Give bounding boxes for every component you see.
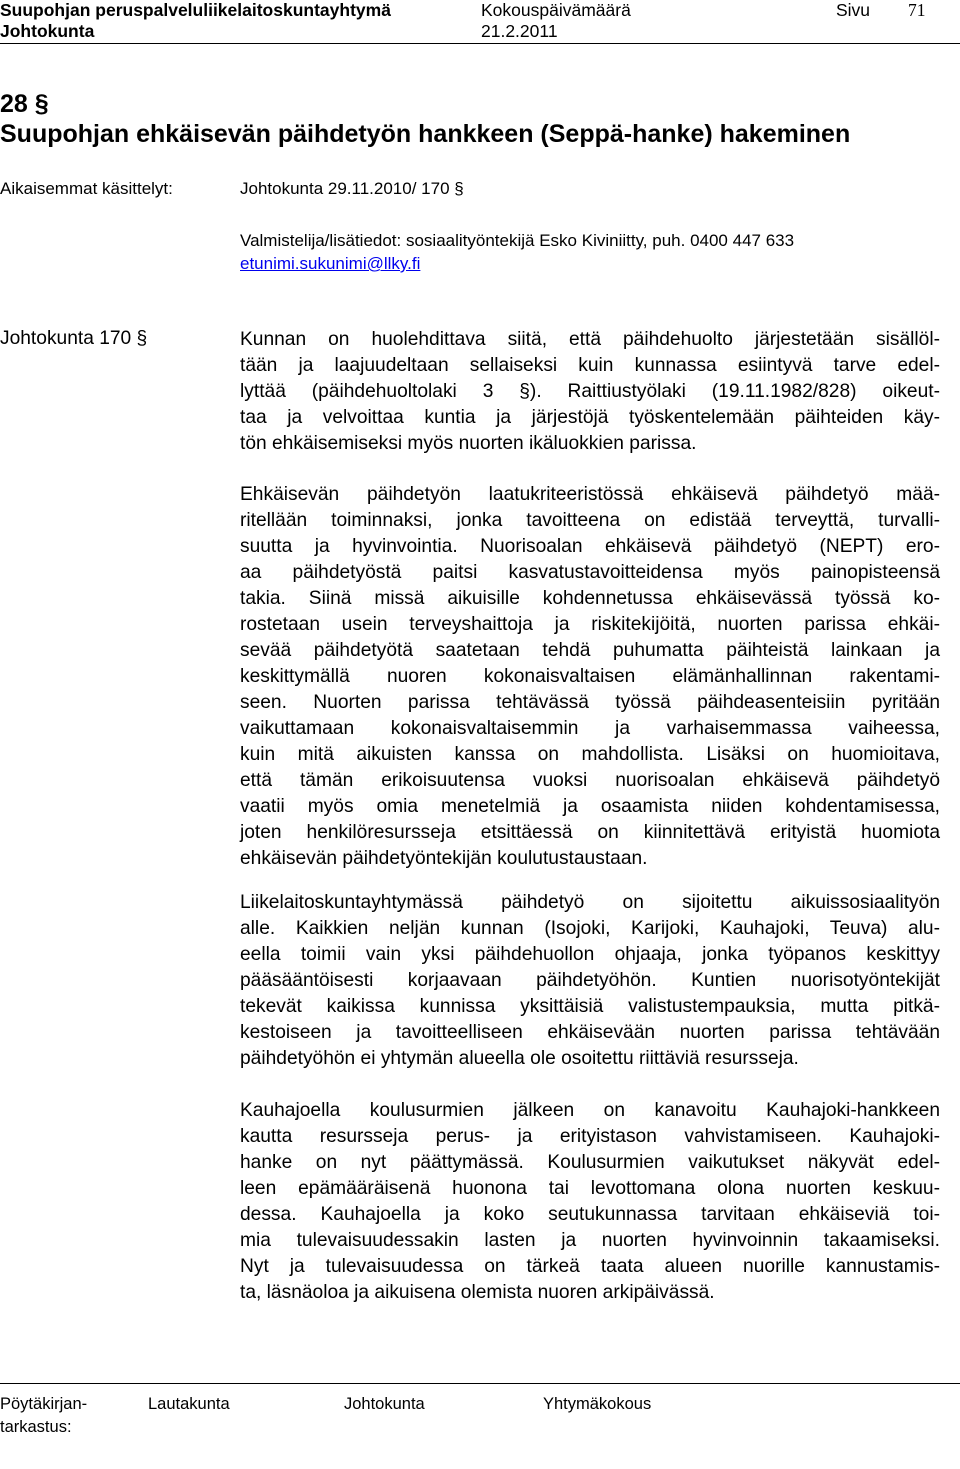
text-line: sevää päihdetyötä saatetaan tehdä puhumatta päihteistä lainkaan ja xyxy=(240,640,940,661)
text-line: tön ehkäisemiseksi myös nuorten ikäluokkien parissa. xyxy=(240,433,697,454)
text-line: rostetaan usein terveyshaittoja ja riskitekijöitä, nuorten parissa ehkäi- xyxy=(240,614,940,635)
text-line: eella toimii vain yksi päihdehuollon ohjaaja, jonka työpanos keskittyy xyxy=(240,944,940,965)
text-line: Ehkäisevän päihdetyön laatukriteeristössä ehkäisevä päihdetyö mää- xyxy=(240,484,940,505)
text-line: keskittymällä nuoren kokonaisvaltaisen elämänhallinnan rakentami- xyxy=(240,666,940,687)
text-line: aa päihdetyöstä paitsi kasvatustavoitteidensa myös painopisteensä xyxy=(240,562,940,583)
text-line: dessa. Kauhajoella ja koko seutukunnassa tarvitaan ehkäiseviä toi- xyxy=(240,1204,940,1225)
text-line: vaikuttamaan kokonaisvaltaisemmin ja varhaisemmassa vaiheessa, xyxy=(240,718,940,739)
text-line: mia tulevaisuudessakin lasten ja nuorten hyvinvoinnin takaamiseksi. xyxy=(240,1230,940,1251)
text-line: Kunnan on huolehdittava siitä, että päihdehuolto järjestetään sisällöl- xyxy=(240,329,940,350)
text-line: ritellään toiminnaksi, jonka tavoitteena on edistää terveyttä, turvalli- xyxy=(240,510,940,531)
text-line: taa ja velvoittaa kuntia ja järjestöjä työskentelemään päihteiden käy- xyxy=(240,407,940,428)
text-line: joten henkilöresursseja etsittäessä on kiinnitettävä erityistä huomiota xyxy=(240,822,940,843)
footer-rule xyxy=(0,1383,960,1384)
decision-ref: Johtokunta 170 § xyxy=(0,328,148,349)
footer-label-line2: tarkastus: xyxy=(0,1418,72,1436)
footer-col-johtokunta: Johtokunta xyxy=(344,1395,425,1413)
text-line: Nyt ja tulevaisuudessa on tärkeä taata alueen nuorille kannustamis- xyxy=(240,1256,940,1277)
text-line: seen. Nuorten parissa tehtävässä työssä päihdeasenteisiin pyritään xyxy=(240,692,940,713)
text-line: ta, läsnäoloa ja aikuisena olemista nuoren arkipäivässä. xyxy=(240,1282,715,1303)
text-line: päihdetyöhön ei yhtymän alueella ole osoitettu riittäviä resursseja. xyxy=(240,1048,799,1069)
footer-col-lautakunta: Lautakunta xyxy=(148,1395,230,1413)
paragraph-4 xyxy=(240,1098,940,1306)
prior-label: Aikaisemmat käsittelyt: xyxy=(0,179,173,198)
header-body-name: Johtokunta xyxy=(0,21,95,41)
prior-value: Johtokunta 29.11.2010/ 170 § xyxy=(240,179,464,198)
text-line: leen epämääräisenä huonona tai levottomana olona nuorten keskuu- xyxy=(240,1178,940,1199)
section-title: Suupohjan ehkäisevän päihdetyön hankkeen (Seppä-hanke) hakeminen xyxy=(0,120,851,148)
text-line: vaatii myös omia menetelmiä ja osaamista niiden kohdentamisessa, xyxy=(240,796,940,817)
paragraph-2 xyxy=(240,482,940,872)
text-line: kestoiseen ja tavoitteelliseen ehkäisevään nuorten parissa tehtävään xyxy=(240,1022,940,1043)
text-line: pääsääntöisesti korjaavaan päihdetyöhön. Kuntien nuorisotyöntekijät xyxy=(240,970,940,991)
text-line: kautta resursseja perus- ja erityistason vahvistamiseen. Kauhajoki- xyxy=(240,1126,940,1147)
text-line: alle. Kaikkien neljän kunnan (Isojoki, Karijoki, Kauhajoki, Teuva) alu- xyxy=(240,918,940,939)
preparer-info: Valmistelija/lisätiedot: sosiaalityöntekijä Esko Kiviniitty, puh. 0400 447 633 xyxy=(240,231,795,250)
text-line: suutta ja hyvinvointia. Nuorisoalan ehkäisevä päihdetyö (NEPT) ero- xyxy=(240,536,940,557)
text-line: ehkäisevän päihdetyöntekijän koulutustaustaan. xyxy=(240,848,648,869)
paragraph-3 xyxy=(240,890,940,1072)
footer-col-yhtymakokous: Yhtymäkokous xyxy=(543,1395,652,1413)
section-number: 28 § xyxy=(0,90,49,118)
header-meeting-date: 21.2.2011 xyxy=(481,21,558,41)
text-line: hanke on nyt päättymässä. Koulusurmien vaikutukset näkyvät edel- xyxy=(240,1152,940,1173)
header-rule xyxy=(0,43,960,44)
header-page-number: 71 xyxy=(908,0,926,20)
header-meeting-date-label: Kokouspäivämäärä xyxy=(481,0,631,20)
text-line: tekevät kaikissa kunnissa yksittäisiä valistustempauksia, mutta pitkä- xyxy=(240,996,940,1017)
text-line: tään ja laajuudeltaan sellaiseksi kuin kunnassa esiintyvä tarve edel- xyxy=(240,355,940,376)
text-line: kuin mitä aikuisten kanssa on mahdollista. Lisäksi on huomioitava, xyxy=(240,744,940,765)
header-page-label: Sivu xyxy=(836,0,871,20)
footer-label-line1: Pöytäkirjan- xyxy=(0,1395,88,1413)
paragraph-1 xyxy=(240,327,940,457)
text-line: Liikelaitoskuntayhtymässä päihdetyö on sijoitettu aikuissosiaalityön xyxy=(240,892,940,913)
text-line: Kauhajoella koulusurmien jälkeen on kanavoitu Kauhajoki-hankkeen xyxy=(240,1100,940,1121)
header-org: Suupohjan peruspalveluliikelaitoskuntayhtymä xyxy=(0,0,391,20)
text-line: lyttää (päihdehuoltolaki 3 §). Raittiustyölaki (19.11.1982/828) oikeut- xyxy=(240,381,940,402)
email-link[interactable]: etunimi.sukunimi@llky.fi xyxy=(240,254,421,273)
text-line: että tämän erikoisuutensa vuoksi nuorisoalan ehkäisevä päihdetyö xyxy=(240,770,940,791)
text-line: takia. Siinä missä aikuisille kohdennetussa ehkäisevässä työssä ko- xyxy=(240,588,940,609)
